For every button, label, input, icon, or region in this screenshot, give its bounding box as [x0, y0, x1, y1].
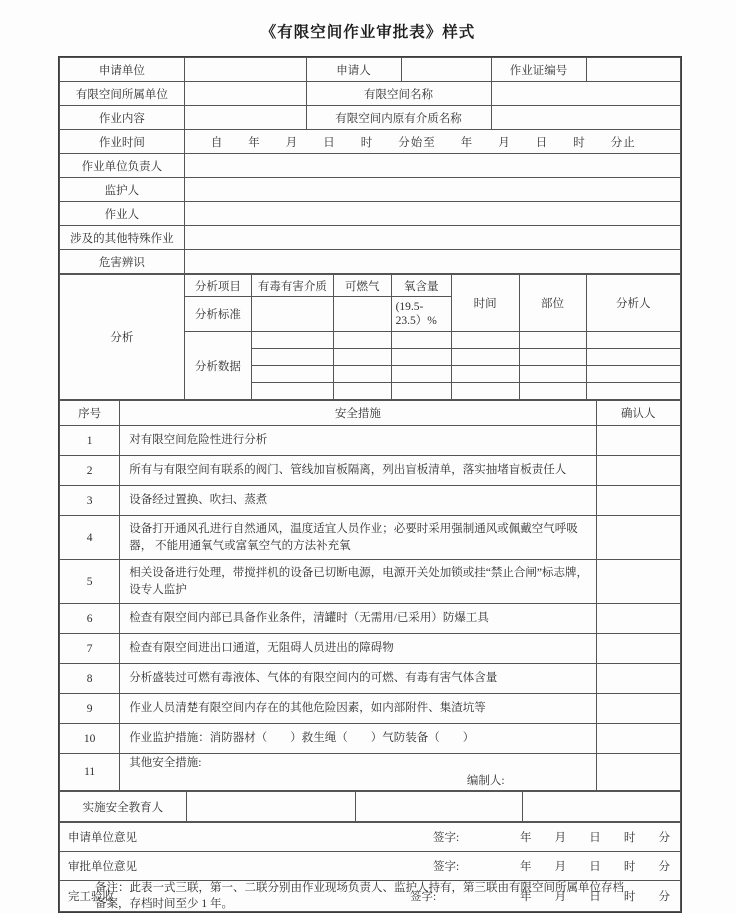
- cell: [586, 349, 680, 366]
- analysis-standard-label: 分析标准: [184, 297, 251, 332]
- day-label: 日: [589, 832, 601, 845]
- cell: [391, 366, 451, 383]
- confirm-cell: [596, 456, 680, 486]
- confirm-cell: [596, 634, 680, 664]
- cell: [333, 332, 391, 349]
- measures-header-row: [60, 401, 681, 426]
- basic-info-table: [59, 57, 681, 274]
- guardian-value: [184, 178, 680, 202]
- measure-row: [60, 724, 681, 754]
- flammable-column-header: 可燃气: [333, 275, 391, 297]
- applicant-unit-value: [184, 58, 306, 82]
- analysis-table: [59, 274, 681, 400]
- minute-label: 分: [658, 891, 670, 904]
- signature-label: 签字:: [433, 832, 460, 845]
- month-label: 月: [554, 832, 567, 845]
- cell: [391, 349, 451, 366]
- measure-no: 4: [60, 516, 120, 560]
- year-label: 年: [520, 891, 532, 904]
- day-label: 日: [589, 891, 601, 904]
- education-table: [59, 791, 681, 822]
- table-row: [60, 154, 681, 178]
- cell: [333, 383, 391, 400]
- measure-no: 2: [60, 456, 120, 486]
- other-special-work-value: [184, 226, 680, 250]
- date-fields: [520, 858, 670, 874]
- measure-row: [60, 560, 681, 604]
- work-time-label: 作业时间: [60, 130, 185, 154]
- other-measures-label: 其他安全措施:: [129, 757, 202, 769]
- cell: [251, 366, 333, 383]
- year-label: 年: [520, 861, 532, 874]
- educator-value: [186, 792, 355, 822]
- measure-row: [60, 634, 681, 664]
- confirm-cell: [596, 426, 680, 456]
- signature-label: 签字:: [410, 891, 437, 904]
- cell: [451, 366, 519, 383]
- editor-label: 编制人:: [466, 774, 505, 787]
- measure-row: [60, 694, 681, 724]
- minute-label: 分: [658, 861, 670, 874]
- confirm-cell: [596, 724, 680, 754]
- hour-label: 时: [623, 861, 636, 874]
- measure-text: 作业监护措施：消防器材（ ）救生绳（ ）气防装备（ ）: [120, 724, 596, 754]
- educator-value: [523, 792, 681, 822]
- confirm-column-header: 确认人: [596, 401, 680, 426]
- space-name-value: [491, 82, 680, 106]
- cell: [586, 366, 680, 383]
- table-row: [60, 58, 681, 82]
- confirm-cell: [596, 486, 680, 516]
- table-row: [60, 106, 681, 130]
- cell: [251, 349, 333, 366]
- measure-row: [60, 604, 681, 634]
- measure-no: 10: [60, 724, 120, 754]
- toxic-standard-value: [251, 297, 333, 332]
- measure-text: [120, 754, 596, 791]
- approve-opinion-label: 审批单位意见: [68, 861, 137, 874]
- measure-no: 8: [60, 664, 120, 694]
- permit-no-label: 作业证编号: [491, 58, 586, 82]
- cell: [251, 332, 333, 349]
- page-title: 《有限空间作业审批表》样式: [260, 24, 476, 41]
- confirm-cell: [596, 754, 680, 791]
- date-fields: [520, 829, 670, 845]
- space-owner-unit-value: [184, 82, 306, 106]
- cell: [586, 383, 680, 400]
- cell: [519, 332, 586, 349]
- unit-chief-value: [184, 154, 680, 178]
- work-content-value: [184, 106, 306, 130]
- cell: [451, 332, 519, 349]
- confirm-cell: [596, 664, 680, 694]
- footnote-line: 备案，存档时间至少 1 年。: [95, 898, 233, 911]
- footnote: [95, 880, 675, 912]
- day-label: 日: [589, 861, 601, 874]
- measure-row: [60, 516, 681, 560]
- hazard-identify-value: [184, 250, 680, 274]
- cell: [391, 332, 451, 349]
- cell: [333, 366, 391, 383]
- confirm-cell: [596, 694, 680, 724]
- part-column-header: 部位: [519, 275, 586, 332]
- measure-column-header: 安全措施: [120, 401, 596, 426]
- toxic-column-header: 有毒有害介质: [251, 275, 333, 297]
- worker-value: [184, 202, 680, 226]
- flammable-standard-value: [333, 297, 391, 332]
- analysis-section-label: 分析: [60, 275, 185, 400]
- minute-label: 分: [658, 832, 670, 845]
- cell: [586, 332, 680, 349]
- measure-no: 7: [60, 634, 120, 664]
- table-row: [60, 130, 681, 154]
- measure-no: 1: [60, 426, 120, 456]
- measure-text: 检查有限空间进出口通道，无阻碍人员进出的障碍物: [120, 634, 596, 664]
- seq-column-header: 序号: [60, 401, 120, 426]
- measure-text: 检查有限空间内部已具备作业条件，清罐时（无需用/已采用）防爆工具: [120, 604, 596, 634]
- measure-text: 所有与有限空间有联系的阀门、管线加盲板隔离，列出盲板清单，落实抽堵盲板责任人: [120, 456, 596, 486]
- hour-label: 时: [623, 832, 636, 845]
- analysis-data-label: 分析数据: [184, 332, 251, 400]
- oxygen-standard-value: (19.5-23.5）%: [391, 297, 451, 332]
- educator-value: [355, 792, 523, 822]
- confirm-cell: [596, 604, 680, 634]
- cell: [451, 383, 519, 400]
- cell: [333, 349, 391, 366]
- measure-no: 9: [60, 694, 120, 724]
- approval-form: [58, 56, 682, 913]
- hazard-identify-label: 危害辨识: [60, 250, 185, 274]
- footnote-line: 备注：此表一式三联，第一、二联分别由作业现场负责人、监护人持有，第三联由有限空间所属单位存档: [95, 882, 624, 894]
- cell: [519, 349, 586, 366]
- hour-label: 时: [623, 891, 636, 904]
- table-row: [60, 202, 681, 226]
- table-row: [60, 178, 681, 202]
- space-owner-unit-label: 有限空间所属单位: [60, 82, 185, 106]
- measure-row: [60, 456, 681, 486]
- cell: [519, 383, 586, 400]
- guardian-label: 监护人: [60, 178, 185, 202]
- measure-text: 对有限空间危险性进行分析: [120, 426, 596, 456]
- measure-text: 设备经过置换、吹扫、蒸煮: [120, 486, 596, 516]
- confirm-cell: [596, 516, 680, 560]
- original-medium-value: [491, 106, 680, 130]
- apply-opinion-label: 申请单位意见: [68, 832, 137, 845]
- applicant-unit-label: 申请单位: [60, 58, 185, 82]
- opinion-row: [60, 823, 681, 852]
- safety-measures-table: [59, 400, 681, 791]
- cell: [451, 349, 519, 366]
- signature-label: 签字:: [433, 861, 460, 874]
- cell: [391, 383, 451, 400]
- permit-no-value: [586, 58, 680, 82]
- other-special-work-label: 涉及的其他特殊作业: [60, 226, 185, 250]
- table-row: [60, 226, 681, 250]
- measure-row: [60, 664, 681, 694]
- work-time-value: 自 年 月 日 时 分始至 年 月 日 时 分止: [184, 130, 680, 154]
- month-label: 月: [554, 861, 567, 874]
- cell: [251, 383, 333, 400]
- completion-accept-label: 完工验收: [68, 891, 114, 904]
- educator-label: 实施安全教育人: [60, 792, 187, 822]
- opinion-row: [60, 852, 681, 881]
- measure-text: 设备打开通风孔进行自然通风，温度适宜人员作业；必要时采用强制通风或佩戴空气呼吸器， 不能用通氧气或富氧空气的方法补充氧: [120, 516, 596, 560]
- month-label: 月: [554, 891, 567, 904]
- original-medium-label: 有限空间内原有介质名称: [306, 106, 491, 130]
- applicant-value: [401, 58, 491, 82]
- analysis-header-row: [60, 275, 681, 297]
- year-label: 年: [520, 832, 532, 845]
- confirm-cell: [596, 560, 680, 604]
- oxygen-column-header: 氧含量: [391, 275, 451, 297]
- analysis-item-label: 分析项目: [184, 275, 251, 297]
- measure-row: [60, 486, 681, 516]
- measure-text: 作业人员清楚有限空间内存在的其他危险因素，如内部附件、集渣坑等: [120, 694, 596, 724]
- measure-text: 相关设备进行处理，带搅拌机的设备已切断电源，电源开关处加锁或挂“禁止合闸”标志牌，设专人监护: [120, 560, 596, 604]
- measure-row: [60, 754, 681, 791]
- measure-no: 11: [60, 754, 120, 791]
- work-content-label: 作业内容: [60, 106, 185, 130]
- education-row: [60, 792, 681, 822]
- table-row: [60, 250, 681, 274]
- analyst-column-header: 分析人: [586, 275, 680, 332]
- measure-no: 3: [60, 486, 120, 516]
- space-name-label: 有限空间名称: [306, 82, 491, 106]
- applicant-label: 申请人: [306, 58, 401, 82]
- unit-chief-label: 作业单位负责人: [60, 154, 185, 178]
- measure-no: 6: [60, 604, 120, 634]
- time-column-header: 时间: [451, 275, 519, 332]
- worker-label: 作业人: [60, 202, 185, 226]
- cell: [519, 366, 586, 383]
- measure-text: 分析盛装过可燃有毒液体、气体的有限空间内的可燃、有毒有害气体含量: [120, 664, 596, 694]
- measure-no: 5: [60, 560, 120, 604]
- table-row: [60, 82, 681, 106]
- measure-row: [60, 426, 681, 456]
